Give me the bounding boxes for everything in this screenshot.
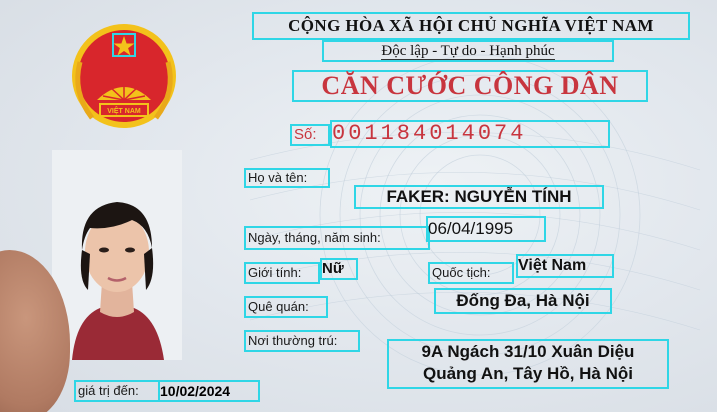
nationality-label: Quốc tịch: xyxy=(428,262,514,284)
dob-label: Ngày, tháng, năm sinh: xyxy=(244,226,430,250)
origin-value: Đống Đa, Hà Nội xyxy=(434,288,612,314)
residence-line-2: Quảng An, Tây Hồ, Hà Nội xyxy=(423,364,633,383)
emblem-text: VIỆT NAM xyxy=(107,108,141,115)
nationality-value: Việt Nam xyxy=(516,254,614,278)
full-name-value: FAKER: NGUYỄN TÍNH xyxy=(354,185,604,209)
motto-text: Độc lập - Tự do - Hạnh phúc xyxy=(381,43,555,59)
residence-label: Nơi thường trú: xyxy=(244,330,360,352)
sex-value: Nữ xyxy=(320,258,358,280)
national-title: CỘNG HÒA XÃ HỘI CHỦ NGHĨA VIỆT NAM xyxy=(252,12,690,40)
portrait-photo xyxy=(52,150,182,360)
id-number-label: Số: xyxy=(290,124,330,146)
expiry-value: 10/02/2024 xyxy=(158,380,260,402)
national-emblem-icon xyxy=(62,22,187,130)
id-number-value: 001184014074 xyxy=(330,120,610,148)
residence-value xyxy=(387,339,669,389)
full-name-label: Họ và tên: xyxy=(244,168,330,188)
residence-line-1: 9A Ngách 31/10 Xuân Diệu xyxy=(421,342,635,361)
expiry-label: giá trị đến: xyxy=(74,380,160,402)
document-title: CĂN CƯỚC CÔNG DÂN xyxy=(292,70,648,102)
sex-label: Giới tính: xyxy=(244,262,320,284)
motto xyxy=(322,40,614,62)
origin-label: Quê quán: xyxy=(244,296,328,318)
dob-value: 06/04/1995 xyxy=(426,216,546,242)
